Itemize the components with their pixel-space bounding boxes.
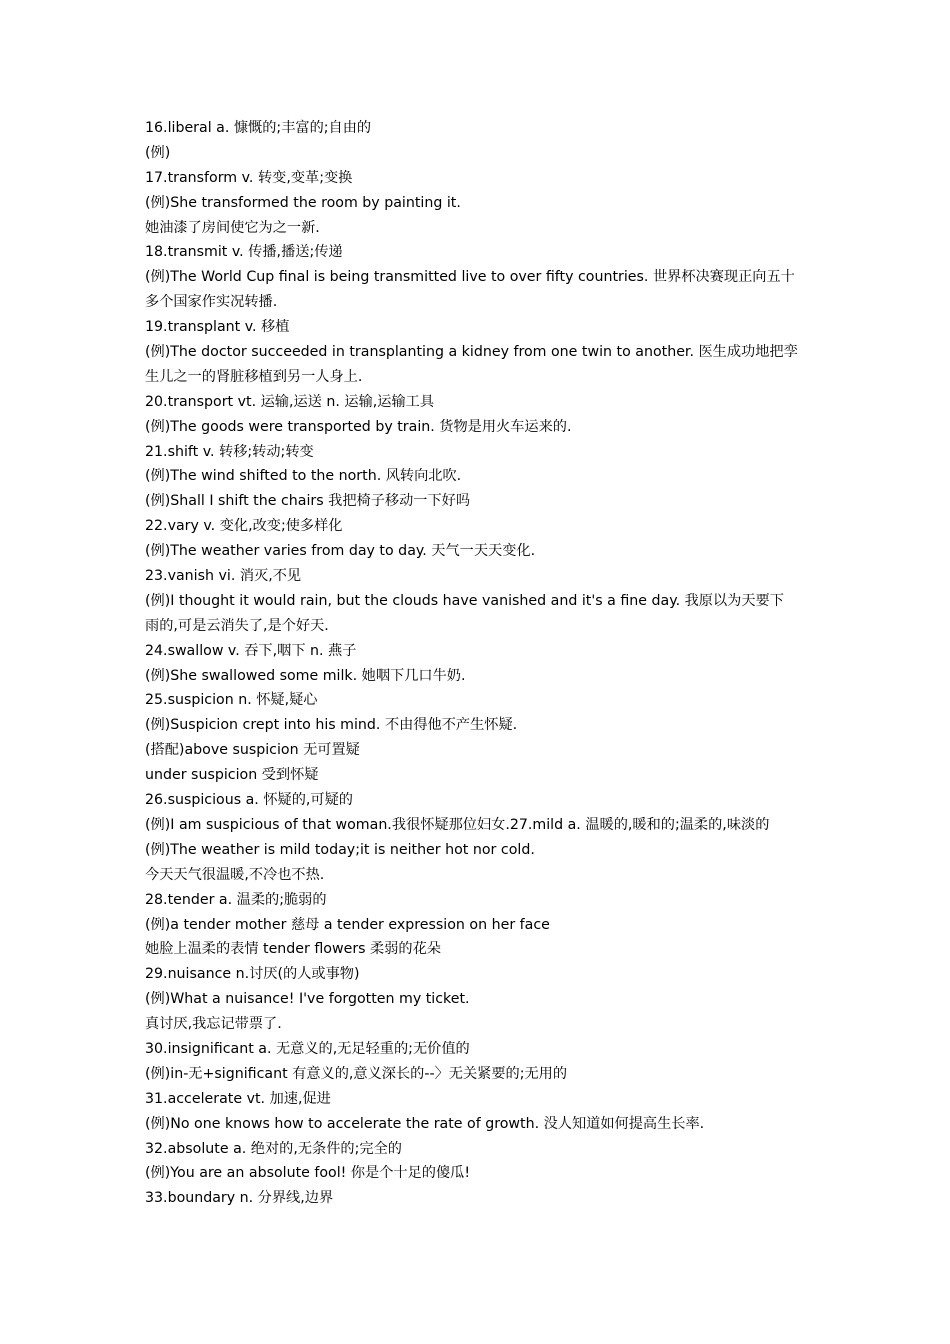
entry-line: 18.transmit v. 传播,播送;传递 (145, 244, 343, 261)
example-line: (例)The doctor succeeded in transplanting a kidney from one twin to another. 医生成功地把孪 (145, 344, 798, 361)
example-line: (例)She swallowed some milk. 她咽下几口牛奶. (145, 667, 466, 684)
entry-line: 22.vary v. 变化,改变;使多样化 (145, 518, 343, 535)
example-line: (例)Suspicion crept into his mind. 不由得他不产生怀疑. (145, 717, 518, 734)
example-line: (例)The World Cup final is being transmitted live to over fifty countries. 世界杯决赛现正向五十 (145, 269, 795, 286)
entry-line: 30.insignificant a. 无意义的,无足轻重的;无价值的 (145, 1040, 470, 1057)
translation-line: 真讨厌,我忘记带票了. (145, 1016, 282, 1033)
entry-line: 16.liberal a. 慷慨的;丰富的;自由的 (145, 120, 372, 136)
entry-line: 19.transplant v. 移植 (145, 319, 290, 336)
example-line: (例)The weather varies from day to day. 天气一天天变化. (145, 543, 536, 560)
example-line: (例)I thought it would rain, but the clouds have vanished and it's a fine day. 我原以为天要下 (145, 592, 784, 609)
entry-line: 29.nuisance n.讨厌(的人或事物) (145, 966, 360, 983)
example-line: (例)The weather is mild today;it is neither hot nor cold. (145, 841, 535, 858)
entry-line: 23.vanish vi. 消灭,不见 (145, 568, 302, 585)
translation-line: 她脸上温柔的表情 tender flowers 柔弱的花朵 (145, 941, 441, 958)
example-line: (例)The goods were transported by train. 货物是用火车运来的. (145, 418, 572, 435)
entry-line: 24.swallow v. 吞下,咽下 n. 燕子 (145, 642, 357, 659)
entry-line: 28.tender a. 温柔的;脆弱的 (145, 891, 327, 908)
entry-line: 21.shift v. 转移;转动;转变 (145, 443, 314, 460)
collocation-line: (搭配)above suspicion 无可置疑 (145, 742, 360, 759)
example-line: (例)You are an absolute fool! 你是个十足的傻瓜! (145, 1165, 471, 1182)
example-line: (例)No one knows how to accelerate the rate of growth. 没人知道如何提高生长率. (145, 1115, 705, 1132)
example-line: (例)What a nuisance! I've forgotten my ticket. (145, 991, 470, 1008)
entry-line: 20.transport vt. 运输,运送 n. 运输,运输工具 (145, 393, 435, 410)
collocation-line: under suspicion 受到怀疑 (145, 767, 319, 784)
entry-line: 17.transform v. 转变,变革;变换 (145, 169, 353, 186)
example-line: (例)She transformed the room by painting it. (145, 194, 461, 211)
translation-line: 今天天气很温暖,不冷也不热. (145, 866, 325, 883)
example-line: (例) (145, 144, 171, 161)
example-line: (例)Shall I shift the chairs 我把椅子移动一下好吗 (145, 493, 471, 510)
entry-line: 26.suspicious a. 怀疑的,可疑的 (145, 792, 353, 809)
example-line: (例)in-无+significant 有意义的,意义深长的--〉无关紧要的;无用的 (145, 1065, 568, 1082)
translation-line: 她油漆了房间使它为之一新. (145, 219, 320, 236)
entry-line: 33.boundary n. 分界线,边界 (145, 1190, 334, 1207)
example-line: (例)The wind shifted to the north. 风转向北吹. (145, 468, 462, 485)
entry-line: 32.absolute a. 绝对的,无条件的;完全的 (145, 1140, 402, 1157)
translation-line: 雨的,可是云消失了,是个好天. (145, 617, 329, 634)
example-line: (例)I am suspicious of that woman.我很怀疑那位妇女.27.mild a. 温暖的,暖和的;温柔的,味淡的 (145, 816, 770, 833)
translation-line: 多个国家作实况转播. (145, 294, 278, 311)
entry-line: 25.suspicion n. 怀疑,疑心 (145, 692, 318, 709)
example-line: (例)a tender mother 慈母 a tender expression on her face (145, 916, 550, 933)
vocabulary-list (145, 116, 815, 1211)
entry-line: 31.accelerate vt. 加速,促进 (145, 1090, 331, 1107)
translation-line: 生儿之一的肾脏移植到另一人身上. (145, 368, 363, 385)
